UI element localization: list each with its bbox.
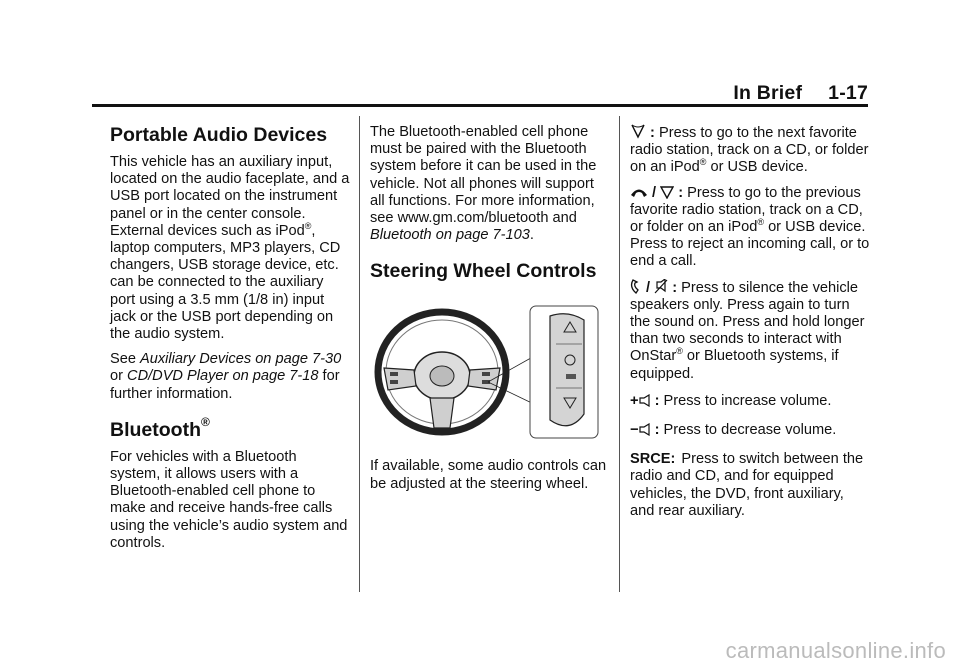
pairing-paragraph: The Bluetooth-enabled cell phone must be paired with the Bluetooth system before it can be used in the vehicle. Not all phones will support all functions. For more information, see www.gm.com/bluetooth and Bluetooth on page 7-103. [370,124,597,244]
column-divider-1 [359,116,360,592]
column-divider-2 [619,116,620,592]
srce-label: SRCE: [630,451,676,468]
volume-down-icon [639,423,651,436]
next-favorite-item: : Press to go to the next favorite radio station, track on a CD, or folder on an iPod® or USB device. [630,125,869,176]
steering-wheel-paragraph: If available, some audio controls can be adjusted at the steering wheel. [370,458,607,492]
header-rule [92,104,868,107]
volume-up-icon [639,394,651,407]
portable-audio-paragraph: This vehicle has an auxiliary input, located on the audio faceplate, and a USB port located on the instrument panel or in the center console. External devices such as iPod®, laptop computers, MP3 players, CD changers, USB storage device, etc. can be connected to the auxiliary port using a 3.5 mm (1/8 in) input jack or the USB port depending on the audio system. [110,154,350,343]
bluetooth-heading: Bluetooth® [110,415,210,441]
page-header-title [733,82,868,105]
mute-icon [654,279,668,294]
volume-down-item: − : Press to decrease volume. [630,422,837,439]
next-favorite-icon [630,124,646,139]
previous-favorite-icon [660,186,674,199]
portable-audio-heading: Portable Audio Devices [110,124,328,146]
column-1 [110,124,350,560]
steering-wheel-icon [370,294,601,444]
ref-cd-dvd-player[interactable]: CD/DVD Player on page 7-18 [127,368,319,385]
section-title: In Brief [733,82,803,104]
volume-up-item: + : Press to increase volume. [630,392,832,409]
column-2 [370,124,610,501]
ref-bluetooth[interactable]: Bluetooth on page 7-103 [370,227,530,244]
see-references-paragraph: See Auxiliary Devices on page 7-30 or CD/DVD Player on page 7-18 for further information. [110,351,342,402]
column-3 [630,124,870,528]
bluetooth-paragraph: For vehicles with a Bluetooth system, it allows users with a Bluetooth-enabled cell phone to make and receive hands-free calls using the vehicle’s audio system and controls. [110,448,348,551]
phone-answer-icon [630,279,642,294]
previous-favorite-item: / : Press to go to the previous favorite radio station, track on a CD, or folder on an iPod® or USB device. Press to reject an incoming call, or to end a call. [630,184,870,270]
source-item: SRCE: Press to switch between the radio and CD, and for equipped vehicles, the DVD, front auxiliary, and rear auxiliary. [630,451,864,519]
page-number: 1-17 [828,82,868,104]
phone-hangup-icon [630,186,648,199]
mute-item: / : Press to silence the vehicle speakers only. Press again to turn the sound on. Press and hold longer than two seconds to interact with OnStar® or Bluetooth systems, if equipped. [630,279,865,382]
watermark: carmanualsonline.info [725,638,946,663]
steering-wheel-illustration [370,294,601,444]
ref-auxiliary-devices[interactable]: Auxiliary Devices on page 7-30 [140,351,342,368]
steering-wheel-controls-heading: Steering Wheel Controls [370,260,597,283]
